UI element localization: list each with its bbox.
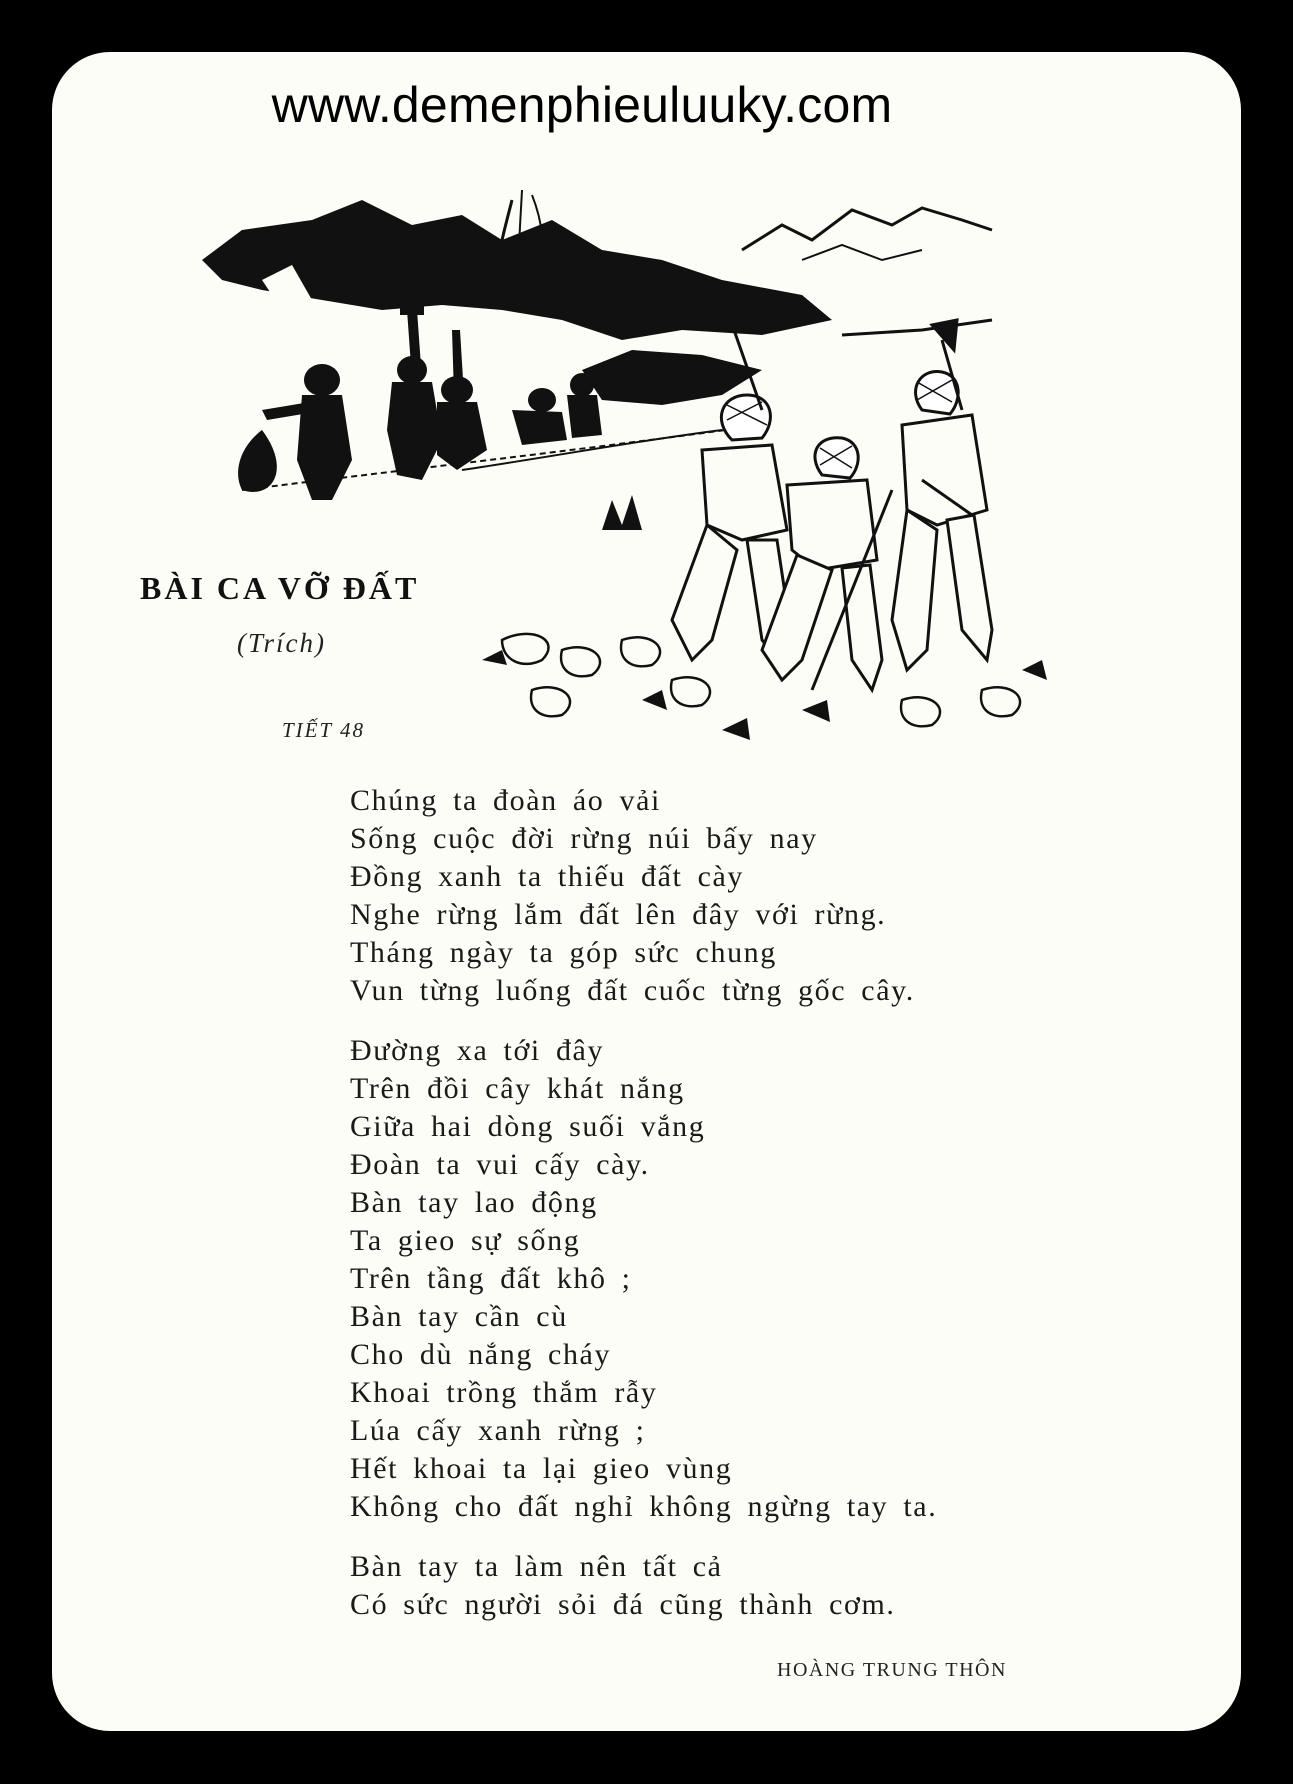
poem-line: Vun từng luống đất cuốc từng gốc cây.: [350, 974, 915, 1007]
poem-line: Trên đồi cây khát nắng: [350, 1072, 685, 1105]
poem-title: BÀI CA VỠ ĐẤT: [140, 570, 420, 606]
poem-line: Sống cuộc đời rừng núi bấy nay: [350, 822, 818, 855]
poem-line: Không cho đất nghỉ không ngừng tay ta.: [350, 1490, 938, 1523]
poem-line: Cho dù nắng cháy: [350, 1338, 612, 1371]
lesson-label: TIẾT 48: [282, 718, 366, 742]
poem-line: Lúa cấy xanh rừng ;: [350, 1414, 646, 1447]
poem-subtitle: (Trích): [237, 628, 327, 658]
poem-line: Bàn tay lao động: [350, 1186, 598, 1219]
poem-line: Trên tầng đất khô ;: [350, 1262, 632, 1295]
poem-line: Hết khoai ta lại gieo vùng: [350, 1452, 733, 1485]
poem-body: [350, 782, 1110, 1646]
poem-line: Đường xa tới đây: [350, 1034, 605, 1067]
poem-line: Giữa hai dòng suối vắng: [350, 1110, 706, 1143]
poem-line: Khoai trồng thắm rẫy: [350, 1376, 658, 1409]
poem-line: Có sức người sỏi đá cũng thành cơm.: [350, 1588, 896, 1621]
poem-line: Tháng ngày ta góp sức chung: [350, 936, 777, 969]
poem-line: Bàn tay ta làm nên tất cả: [350, 1550, 723, 1583]
stanza: [350, 1548, 1110, 1624]
poem-line: Nghe rừng lắm đất lên đây với rừng.: [350, 898, 887, 931]
poem-line: Đồng xanh ta thiếu đất cày: [350, 860, 744, 893]
stanza: [350, 1032, 1110, 1526]
poem-author: HOÀNG TRUNG THÔN: [777, 1659, 1007, 1681]
website-url: www.demenphieuluuky.com: [271, 77, 893, 133]
poem-line: Bàn tay cần cù: [350, 1300, 568, 1333]
poem-line: Ta gieo sự sống: [350, 1224, 581, 1257]
page: [52, 52, 1241, 1731]
poem-line: Đoàn ta vui cấy cày.: [350, 1148, 650, 1181]
poem-line: Chúng ta đoàn áo vải: [350, 784, 661, 817]
stanza: [350, 782, 1110, 1010]
